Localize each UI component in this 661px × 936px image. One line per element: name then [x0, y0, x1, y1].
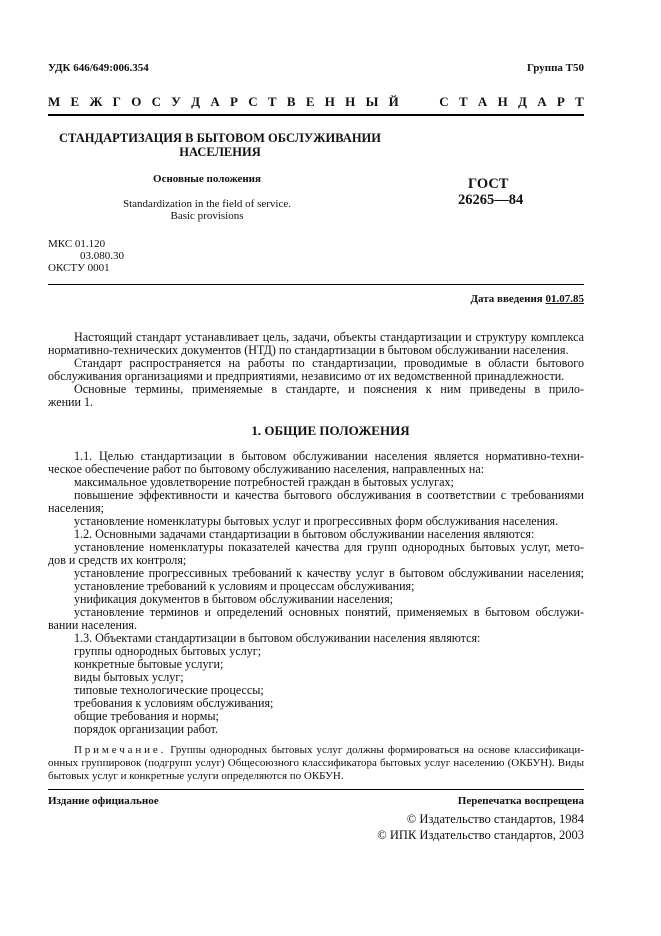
intro-date-label: Дата введения — [470, 293, 543, 305]
section-line: типовые технологические процессы; — [74, 683, 264, 697]
intro-date — [470, 293, 584, 305]
section-line: дов и средств их контроля; — [48, 553, 187, 567]
banner-divider — [48, 114, 584, 116]
intro-line: Настоящий стандарт устанавливает цель, задачи, объекты стандартизации и структуру комплекса — [74, 330, 584, 344]
section-line: 1.3. Объектами стандартизации в бытовом обслуживании населения являются: — [74, 631, 481, 645]
title-subtitle: Основные положения — [153, 173, 261, 185]
title-line-1: СТАНДАРТИЗАЦИЯ В БЫТОВОМ ОБСЛУЖИВАНИИ — [58, 131, 381, 145]
footer-divider — [48, 789, 584, 790]
note-first-line — [74, 744, 584, 757]
gost-label: ГОСТ — [468, 176, 509, 192]
section-line: группы однородных бытовых услуг; — [74, 644, 262, 658]
section-line: установление номенклатуры показателей качества для групп однородных бытовых услуг, мето- — [74, 540, 584, 554]
section-line: вании населения. — [48, 618, 138, 632]
section-line: требования к условиям обслуживания; — [74, 696, 274, 710]
codes-divider — [48, 284, 584, 285]
section-line: 1.2. Основными задачами стандартизации в бытовом обслуживании населения являются: — [74, 527, 535, 541]
reprint-notice: Перепечатка воспрещена — [457, 795, 584, 807]
mks-code-extra: 03.080.30 — [80, 250, 124, 262]
udk-code: УДК 646/649:006.354 — [48, 62, 149, 74]
copyright-2003: © ИПК Издательство стандартов, 2003 — [377, 828, 584, 842]
note-line: онных группировок (подгрупп услуг) Общесоюзного классификатора бытовых услуг населению (ОКБУН). Виды — [48, 757, 584, 769]
note-line: бытовых услуг и конкретные услуги определяются по ОКБУН. — [48, 770, 344, 782]
intro-line: обслуживания организациями и предприятиями, независимо от их ведомственной принадлежности. — [48, 369, 565, 383]
section-line: максимальное удовлетворение потребностей граждан в бытовых услугах; — [74, 475, 454, 489]
title-english-1: Standardization in the field of service. — [123, 198, 291, 210]
intro-line: Стандарт распространяется на работы по стандартизации, проводимые в области бытового — [74, 356, 584, 370]
okstu-code: ОКСТУ 0001 — [48, 262, 110, 274]
copyright-1984: © Издательство стандартов, 1984 — [406, 812, 584, 826]
section-line: повышение эффективности и качества бытового обслуживания в соответствии с требованиями — [74, 488, 584, 502]
title-english-2: Basic provisions — [170, 210, 244, 222]
standard-banner: М Е Ж Г О С У Д А Р С Т В Е Н Н Ы Й С Т А Н Д А Р Т — [48, 94, 584, 109]
intro-date-value: 01.07.85 — [545, 293, 584, 305]
section-line: общие требования и нормы; — [74, 709, 219, 723]
title-line-2: НАСЕЛЕНИЯ — [179, 145, 261, 159]
section-line: виды бытовых услуг; — [74, 670, 184, 684]
section-line: ческое обеспечение работ по бытовому обслуживанию населения, направленных на: — [48, 462, 485, 476]
mks-code: МКС 01.120 — [48, 238, 106, 250]
section-line: установление требований к условиям и процессам обслуживания; — [74, 579, 415, 593]
section-line: установление номенклатуры бытовых услуг и прогрессивных форм обслуживания населения. — [74, 514, 559, 528]
gost-number: 26265—84 — [458, 192, 524, 208]
section-line: населения; — [48, 501, 104, 515]
official-edition: Издание официальное — [48, 795, 159, 807]
note-line: Группы однородных бытовых услуг должны формироваться на основе классификаци- — [170, 744, 584, 756]
section-line: установление прогрессивных требований к качеству услуг в бытовом обслуживании населения; — [74, 566, 584, 580]
intro-line: Основные термины, применяемые в стандарте, и пояснения к ним приведены в прило- — [74, 382, 584, 396]
intro-line: жении 1. — [48, 395, 94, 409]
section-line: порядок организации работ. — [74, 722, 219, 736]
section-line: 1.1. Целью стандартизации в бытовом обслуживании населения является нормативно-техни- — [74, 449, 584, 463]
intro-line: нормативно-технических документов (НТД) по стандартизации в бытовом обслуживании населения. — [48, 343, 569, 357]
group-code: Группа Т50 — [526, 62, 584, 74]
note-label: Примечание. — [74, 744, 167, 756]
section-line: установление терминов и определений основных понятий, применяемых в бытовом обслужи- — [74, 605, 584, 619]
section-heading: 1. ОБЩИЕ ПОЛОЖЕНИЯ — [251, 423, 410, 438]
section-line: конкретные бытовые услуги; — [74, 657, 224, 671]
section-line: унификация документов в бытовом обслуживании населения; — [74, 592, 394, 606]
